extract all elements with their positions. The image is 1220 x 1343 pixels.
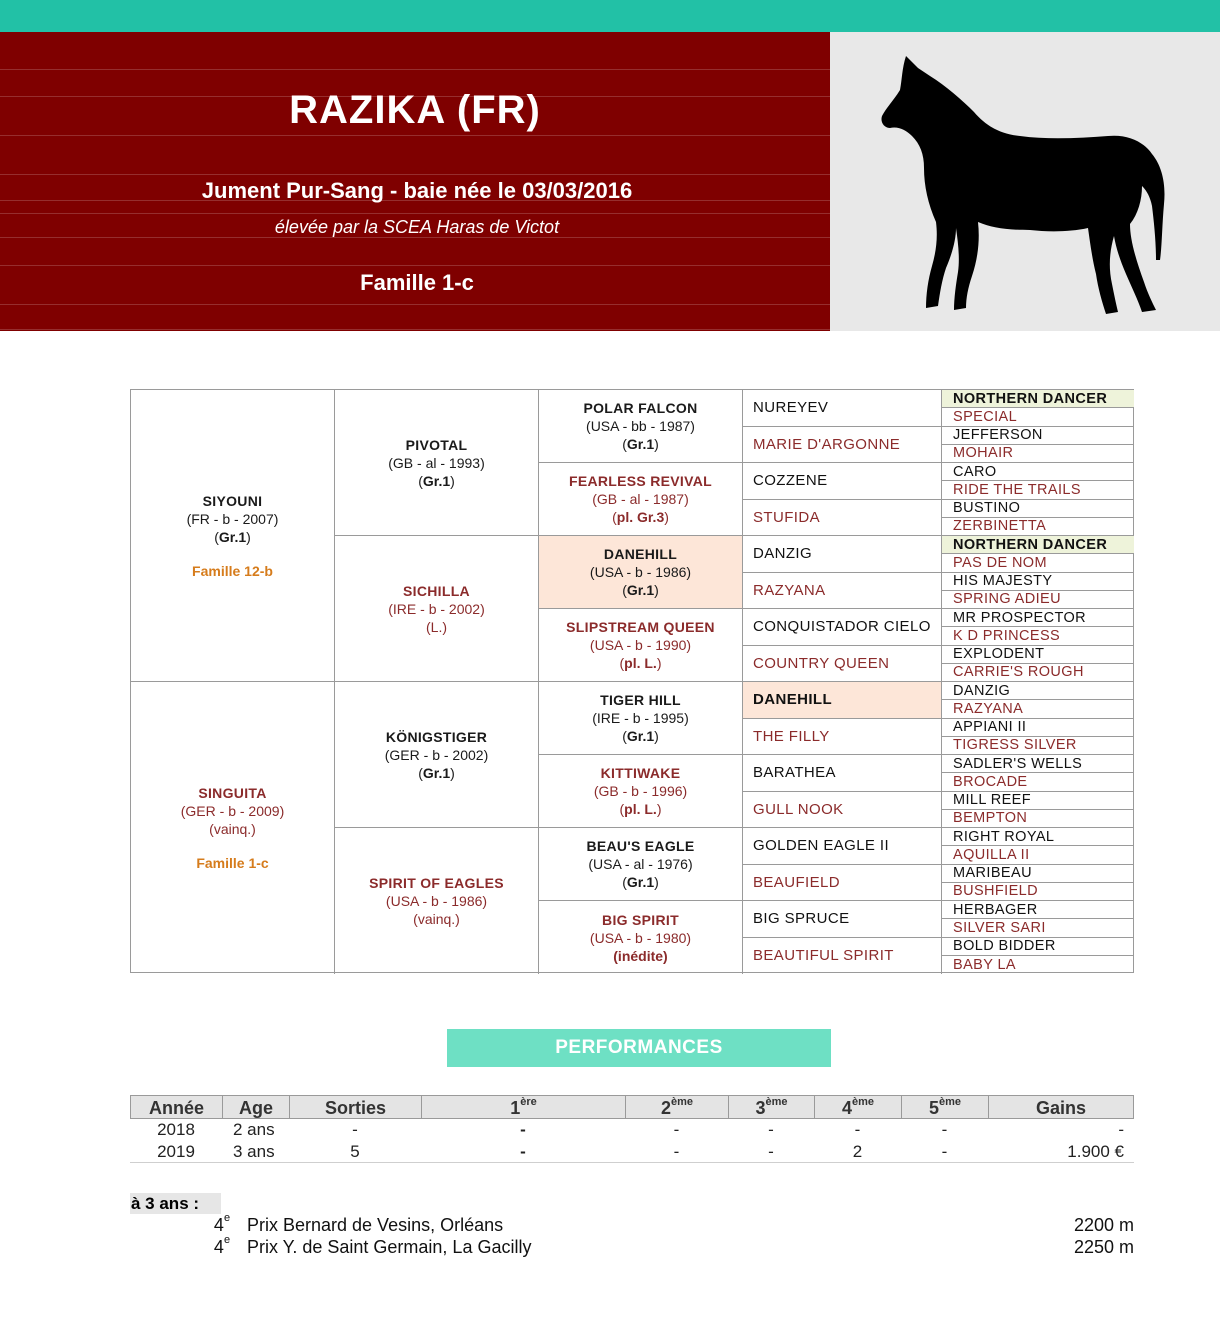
pedigree-ancestor-gen4: GULL NOOK: [743, 792, 942, 829]
horse-subtitle: Jument Pur-Sang - baie née le 03/03/2016: [201, 178, 633, 203]
pedigree-ancestor-gen4: STUFIDA: [743, 500, 942, 537]
race-result: [130, 1234, 1134, 1259]
pedigree-ancestor: [539, 536, 743, 609]
pedigree-ancestor-gen5: BOLD BIDDER: [942, 938, 1134, 956]
level-close: ): [654, 728, 659, 744]
level-open: (: [619, 801, 625, 817]
ancestor-info: (USA - b - 1986): [589, 564, 692, 580]
cell-3eme: -: [768, 1120, 774, 1139]
pedigree-ancestor-gen5: K D PRINCESS: [942, 627, 1134, 645]
race-name: Prix Y. de Saint Germain, La Gacilly: [247, 1237, 532, 1257]
ancestor-name: FEARLESS REVIVAL: [568, 473, 712, 489]
ancestor-level: [612, 508, 669, 526]
pedigree-ancestor-gen5: NORTHERN DANCER: [942, 536, 1134, 554]
ancestor-name: TIGER HILL: [600, 692, 681, 708]
pedigree-ancestor-gen5: APPIANI II: [942, 719, 1134, 737]
ancestor-info: (USA - b - 1990): [589, 637, 692, 653]
pedigree-ancestor: [539, 682, 743, 755]
ancestor-level: [418, 472, 455, 490]
ancestor-info: (GER - b - 2002): [384, 746, 489, 763]
performances-table: [130, 1095, 1134, 1163]
level-close: ): [654, 436, 659, 452]
pedigree-ancestor-gen4: MARIE D'ARGONNE: [743, 427, 942, 464]
ancestor-level: [622, 727, 659, 745]
pedigree-ancestor-gen4: NUREYEV: [743, 390, 942, 427]
level-close: ): [664, 509, 669, 525]
pedigree-ancestor-gen5: SADLER'S WELLS: [942, 755, 1134, 773]
ancestor-info: (USA - bb - 1987): [586, 418, 695, 434]
cell-2eme: -: [673, 1120, 680, 1139]
level-value: (inédite): [613, 947, 668, 964]
cell-5eme: -: [941, 1142, 948, 1161]
level-value: Gr.1: [626, 436, 655, 452]
header-gains: Gains: [1035, 1098, 1087, 1118]
pedigree-ancestor-gen4: THE FILLY: [743, 719, 942, 756]
cell-age: 2 ans: [233, 1120, 275, 1139]
ancestor-level: [622, 581, 659, 599]
pedigree-ancestor-gen4: DANZIG: [743, 536, 942, 573]
race-distance: 2250 m: [1073, 1237, 1134, 1257]
ancestor-level: [413, 910, 460, 928]
cell-1ere: -: [520, 1120, 526, 1139]
level-open: (: [418, 472, 423, 489]
breeder-line: élevée par la SCEA Haras de Victot: [274, 217, 560, 237]
pedigree-ancestor: [539, 463, 743, 536]
level-open: (: [622, 874, 627, 890]
ancestor-info: (GER - b - 2009): [180, 803, 285, 819]
ancestor-info: (GB - b - 1996): [593, 783, 688, 799]
ancestor-name: DANEHILL: [603, 546, 678, 562]
pedigree-ancestor-gen4: COUNTRY QUEEN: [743, 646, 942, 683]
ancestor-name: PIVOTAL: [405, 436, 468, 453]
level-open: (: [214, 528, 219, 545]
ancestor-level: [426, 618, 447, 636]
pedigree-ancestor: [539, 828, 743, 901]
ancestor-name: KÖNIGSTIGER: [385, 728, 488, 745]
ancestor-level: [622, 435, 659, 453]
level-close: ): [656, 655, 662, 671]
ancestor-level: [619, 800, 661, 818]
level-close: ): [246, 528, 251, 545]
pedigree-ancestor-gen5: DANZIG: [942, 682, 1134, 700]
level-open: (: [622, 582, 627, 598]
level-value: Gr.1: [422, 764, 451, 781]
top-accent-bar: [0, 0, 1220, 32]
ancestor-level: [613, 947, 667, 965]
header-2eme: 2ème: [626, 1096, 729, 1118]
level-value: Gr.1: [218, 528, 247, 545]
ancestor-info: (IRE - b - 1995): [592, 710, 689, 726]
cell-4eme: 2: [852, 1142, 863, 1161]
cell-sorties: 5: [350, 1142, 360, 1161]
ancestor-info: (USA - b - 1980): [589, 929, 692, 946]
cell-5eme: -: [941, 1120, 948, 1139]
pedigree-ancestor-gen4: COZZENE: [743, 463, 942, 500]
pedigree-ancestor-gen5: HIS MAJESTY: [942, 573, 1134, 591]
ancestor-level: [622, 873, 659, 891]
cell-sorties: -: [352, 1120, 358, 1139]
pedigree-ancestor-gen5: RIDE THE TRAILS: [942, 481, 1134, 499]
cell-annee: 2019: [157, 1142, 195, 1161]
ancestor-level: [619, 654, 661, 672]
pedigree-ancestor-gen5: RAZYANA: [942, 700, 1134, 718]
ancestor-name: KITTIWAKE: [600, 765, 681, 781]
horse-photo-placeholder: [830, 32, 1220, 331]
level-close: ): [656, 801, 662, 817]
level-open: (: [622, 728, 627, 744]
pedigree-ancestor-gen5: SPECIAL: [942, 408, 1134, 426]
ancestor-name: SINGUITA: [198, 785, 267, 801]
level-value: (L.): [426, 618, 447, 635]
ancestor-name: SLIPSTREAM QUEEN: [566, 619, 715, 635]
header-age: Age: [223, 1096, 290, 1118]
pedigree-ancestor-gen5: BEMPTON: [942, 810, 1134, 828]
cell-age: 3 ans: [233, 1142, 275, 1161]
performance-row: [130, 1141, 1134, 1163]
pedigree-ancestor: [335, 828, 539, 974]
pedigree-table: [130, 389, 1134, 973]
level-value: (vainq.): [413, 911, 460, 927]
level-value: Gr.1: [626, 728, 655, 744]
header-5eme: 5ème: [902, 1096, 989, 1118]
ancestor-info: (FR - b - 2007): [186, 510, 279, 527]
pedigree-ancestor-gen5: CARRIE'S ROUGH: [942, 664, 1134, 682]
pedigree-ancestor-gen5: BUSHFIELD: [942, 883, 1134, 901]
pedigree-ancestor-gen5: MARIBEAU: [942, 865, 1134, 883]
pedigree-ancestor-gen5: EXPLODENT: [942, 646, 1134, 664]
cell-gains: -: [1118, 1120, 1124, 1139]
pedigree-ancestor-gen5: NORTHERN DANCER: [942, 390, 1134, 408]
ancestor-level: [418, 764, 455, 782]
pedigree-ancestor-gen5: MR PROSPECTOR: [942, 609, 1134, 627]
performances-title: PERFORMANCES: [447, 1029, 831, 1067]
ancestor-famille: Famille 12-b: [192, 562, 273, 579]
level-close: ): [450, 764, 455, 781]
ancestor-name: SICHILLA: [403, 582, 470, 599]
header-3eme: 3ème: [729, 1096, 815, 1118]
ancestor-info: (USA - al - 1976): [588, 856, 693, 872]
ancestor-level: [209, 820, 256, 838]
level-value: pl. L.: [624, 655, 657, 671]
pedigree-ancestor-gen5: ZERBINETTA: [942, 518, 1134, 536]
level-close: ): [654, 582, 659, 598]
ancestor-name: POLAR FALCON: [583, 400, 698, 416]
pedigree-ancestor-gen4: CONQUISTADOR CIELO: [743, 609, 942, 646]
header-1ere: 1ère: [422, 1096, 626, 1118]
pedigree-ancestor-gen5: PAS DE NOM: [942, 554, 1134, 572]
ancestor-level: [214, 528, 251, 546]
level-value: (vainq.): [209, 821, 256, 837]
pedigree-ancestor-gen5: MOHAIR: [942, 445, 1134, 463]
pedigree-ancestor-gen5: BABY LA: [953, 956, 1016, 973]
pedigree-ancestor: [335, 536, 539, 682]
ancestor-name: BIG SPIRIT: [602, 911, 679, 928]
cell-annee: 2018: [157, 1120, 195, 1139]
famille-line: Famille 1-c: [360, 270, 474, 295]
cell-3eme: -: [768, 1142, 774, 1161]
cell-4eme: -: [854, 1120, 861, 1139]
level-value: Gr.1: [422, 472, 451, 489]
level-close: ): [450, 472, 455, 489]
cell-2eme: -: [673, 1142, 680, 1161]
pedigree-ancestor-gen5: MILL REEF: [942, 792, 1134, 810]
ancestor-info: (USA - b - 1986): [385, 893, 488, 909]
level-open: (: [619, 655, 625, 671]
pedigree-ancestor-gen5: JEFFERSON: [942, 427, 1134, 445]
pedigree-ancestor-gen5: TIGRESS SILVER: [942, 737, 1134, 755]
pedigree-ancestor-gen4: BIG SPRUCE: [743, 901, 942, 938]
pedigree-ancestor-gen5: BUSTINO: [942, 500, 1134, 518]
pedigree-ancestor-gen5: AQUILLA II: [942, 846, 1134, 864]
pedigree-ancestor: [335, 682, 539, 828]
pedigree-ancestor: [131, 390, 335, 682]
ancestor-info: (GB - al - 1993): [388, 454, 485, 471]
ancestor-name: SPIRIT OF EAGLES: [369, 875, 504, 891]
results-section-label: à 3 ans :: [130, 1193, 221, 1214]
performances-header-row: [130, 1095, 1134, 1119]
level-value: Gr.1: [626, 874, 655, 890]
pedigree-ancestor-gen5: BROCADE: [942, 773, 1134, 791]
cell-gains: 1.900 €: [1067, 1142, 1124, 1161]
header-4eme: 4ème: [815, 1096, 902, 1118]
level-open: (: [418, 764, 423, 781]
race-distance: 2200 m: [1073, 1215, 1134, 1235]
header-sorties: Sorties: [290, 1096, 422, 1118]
pedigree-ancestor-gen5: SPRING ADIEU: [942, 591, 1134, 609]
level-close: ): [654, 874, 659, 890]
pedigree-ancestor-gen4: GOLDEN EAGLE II: [743, 828, 942, 865]
horse-name: RAZIKA (FR): [289, 88, 541, 132]
header-annee: Année: [131, 1096, 223, 1118]
pedigree-ancestor-gen5: CARO: [942, 463, 1134, 481]
race-result: [130, 1212, 1134, 1237]
race-rank: 4e: [213, 1212, 231, 1235]
pedigree-ancestor-gen5: SILVER SARI: [942, 919, 1134, 937]
ancestor-name: BEAU'S EAGLE: [586, 838, 695, 854]
pedigree-ancestor-gen4: RAZYANA: [743, 573, 942, 610]
pedigree-ancestor: [335, 390, 539, 536]
pedigree-ancestor-gen5: HERBAGER: [942, 901, 1134, 919]
race-name: Prix Bernard de Vesins, Orléans: [247, 1215, 504, 1235]
pedigree-ancestor: [539, 390, 743, 463]
ancestor-info: (IRE - b - 2002): [388, 600, 485, 617]
pedigree-ancestor: [131, 682, 335, 974]
horse-silhouette-icon: [880, 54, 1170, 319]
level-value: Gr.1: [626, 582, 655, 598]
cell-1ere: -: [520, 1142, 526, 1161]
pedigree-ancestor: [539, 755, 743, 828]
pedigree-ancestor-gen5: RIGHT ROYAL: [942, 828, 1134, 846]
level-open: (: [612, 509, 617, 525]
pedigree-ancestor: [539, 609, 743, 682]
ancestor-name: SIYOUNI: [202, 492, 263, 509]
performance-row: [130, 1119, 1134, 1141]
pedigree-ancestor-gen4: BEAUTIFUL SPIRIT: [743, 938, 942, 975]
level-value: pl. L.: [624, 801, 657, 817]
pedigree-ancestor-gen4: DANEHILL: [743, 682, 942, 719]
ancestor-info: (GB - al - 1987): [592, 491, 689, 507]
header-banner: [0, 32, 830, 331]
race-rank: 4e: [213, 1234, 231, 1257]
pedigree-ancestor: [539, 901, 743, 974]
level-value: pl. Gr.3: [616, 509, 665, 525]
pedigree-ancestor-gen4: BARATHEA: [743, 755, 942, 792]
pedigree-ancestor-gen4: BEAUFIELD: [743, 865, 942, 902]
level-open: (: [622, 436, 627, 452]
ancestor-famille: Famille 1-c: [196, 855, 269, 871]
